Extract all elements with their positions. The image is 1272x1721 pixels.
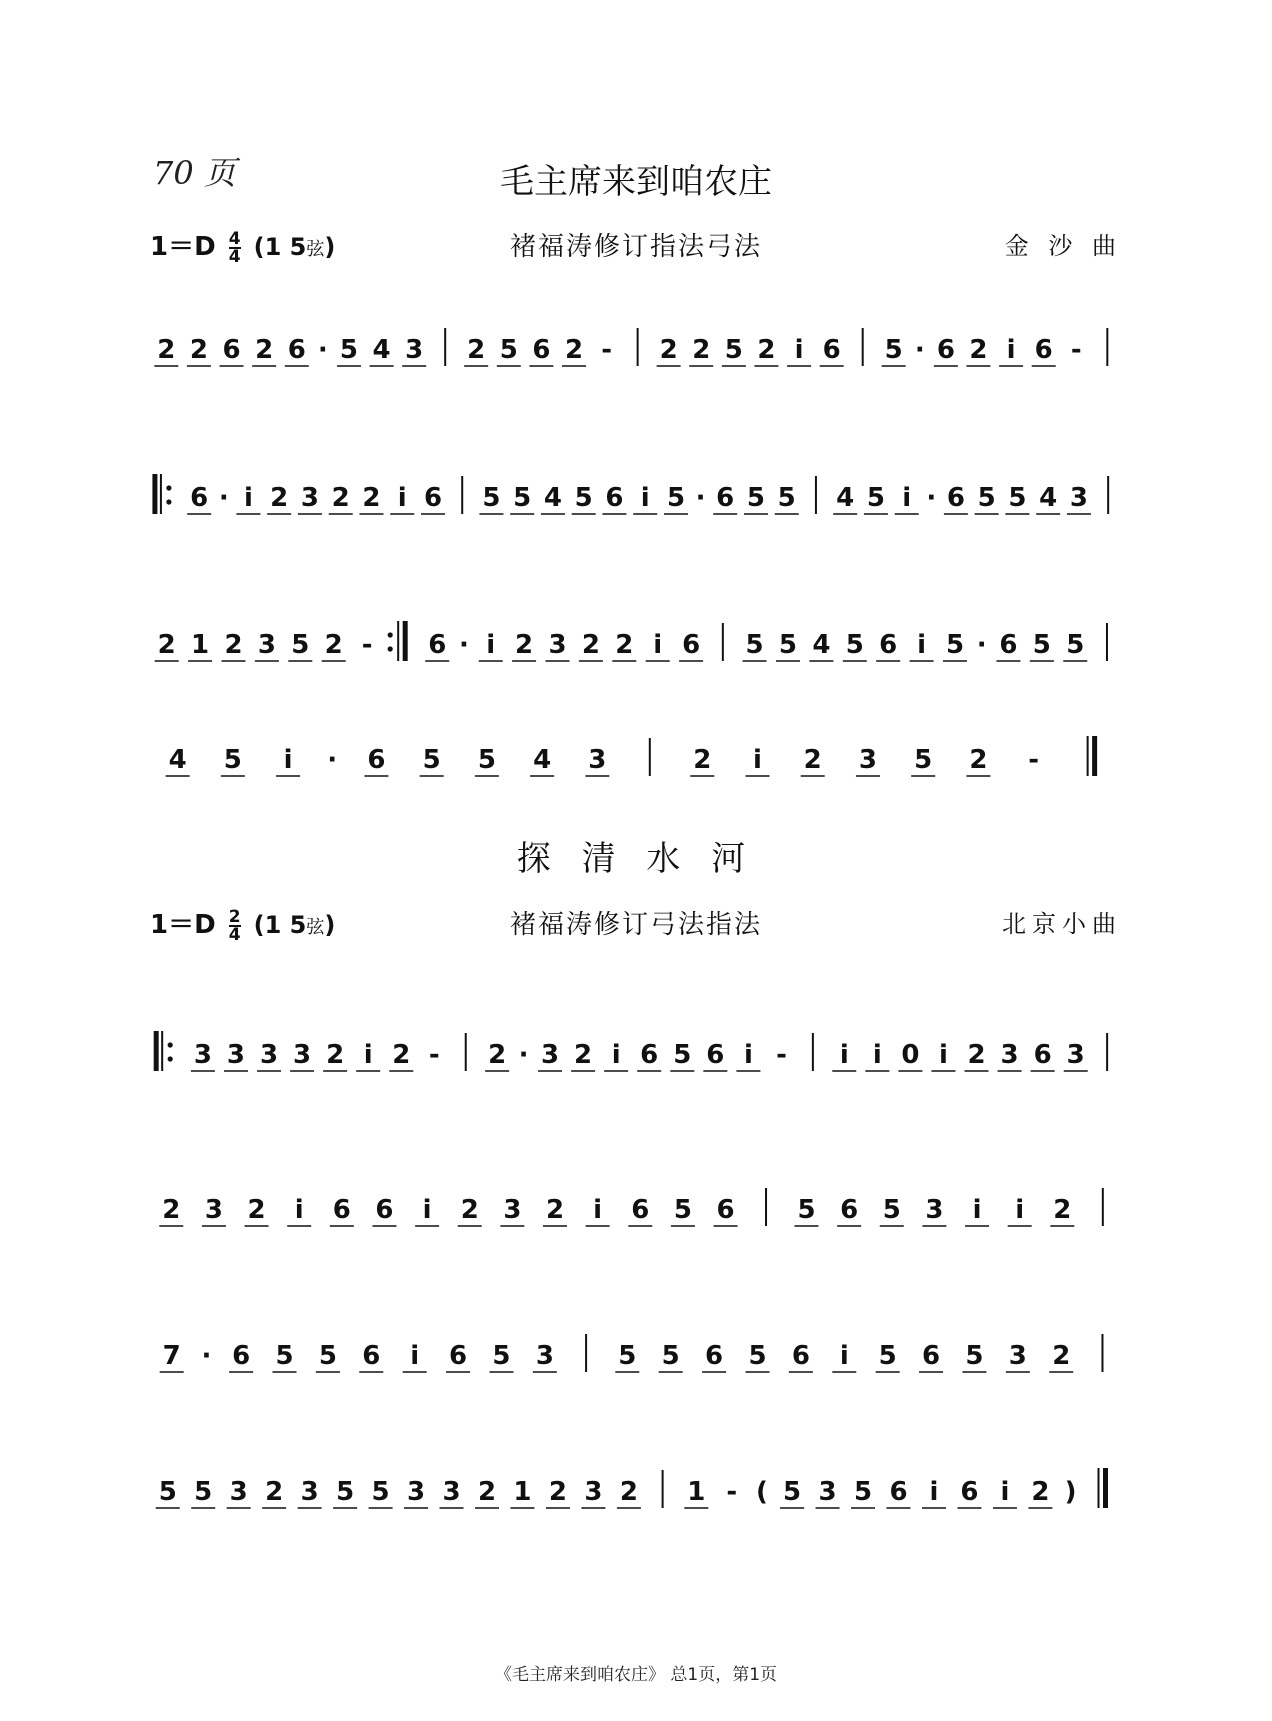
note: 6 <box>716 1195 735 1225</box>
note: · <box>201 1341 212 1371</box>
note: 2 <box>545 1195 565 1225</box>
note: 6 <box>946 483 965 513</box>
note: 5 <box>745 630 764 660</box>
note: 6 <box>640 1040 659 1070</box>
note: 3 <box>1008 1341 1027 1371</box>
note: 5 <box>618 1341 637 1371</box>
note: 3 <box>1069 483 1088 513</box>
note: 3 <box>548 630 567 660</box>
note: · <box>518 1040 529 1070</box>
note: 3 <box>1066 1040 1085 1070</box>
song-title: 探 清 水 河 <box>516 839 756 879</box>
note: ( <box>755 1477 768 1507</box>
note: 5 <box>666 483 686 513</box>
note: 6 <box>449 1341 468 1371</box>
note: 6 <box>362 1341 381 1371</box>
note: 6 <box>232 1341 251 1371</box>
note: 2 <box>548 1477 568 1507</box>
notation-row-svg <box>0 700 1272 820</box>
notation-row <box>0 1150 1272 1270</box>
note: 5 <box>194 1477 213 1507</box>
note: i <box>794 335 804 365</box>
note: 3 <box>257 630 276 660</box>
note: i <box>917 630 927 660</box>
note: i <box>653 630 663 660</box>
notation-row-svg <box>0 585 1272 705</box>
note: 5 <box>724 335 743 365</box>
note: 3 <box>300 483 319 513</box>
note: 2 <box>564 335 584 365</box>
time-numerator: 4 <box>228 228 241 249</box>
note: 4 <box>372 335 391 365</box>
note: 3 <box>858 745 878 775</box>
note: 2 <box>162 1195 181 1225</box>
note: 6 <box>631 1195 650 1225</box>
note: 3 <box>300 1477 319 1507</box>
note: 6 <box>936 335 955 365</box>
note: 6 <box>822 335 841 365</box>
note: i <box>593 1195 603 1225</box>
note: 5 <box>477 745 496 775</box>
song-title: 毛主席来到咱农庄 <box>500 162 772 202</box>
note: 6 <box>428 630 447 660</box>
note: 3 <box>204 1195 223 1225</box>
note: 6 <box>367 745 386 775</box>
note: i <box>939 1040 948 1070</box>
note: - <box>1028 745 1040 775</box>
note: 4 <box>812 630 831 660</box>
note: i <box>753 745 762 775</box>
note: 6 <box>375 1195 394 1225</box>
note: 5 <box>797 1195 816 1225</box>
note: 3 <box>226 1040 246 1070</box>
note: 2 <box>515 630 534 660</box>
note: 0 <box>901 1040 920 1070</box>
note: · <box>926 483 937 513</box>
note: 2 <box>157 335 176 365</box>
notation-row <box>0 1296 1272 1416</box>
note: 3 <box>818 1477 837 1507</box>
note: · <box>218 483 229 513</box>
note: 4 <box>533 745 552 775</box>
note: 5 <box>339 335 359 365</box>
note: 1 <box>687 1477 706 1507</box>
note: 2 <box>969 335 988 365</box>
note: - <box>361 630 373 660</box>
key-label: 1＝D <box>150 232 216 262</box>
note: 6 <box>879 630 898 660</box>
note: 5 <box>783 1477 802 1507</box>
page-footer: 《毛主席来到咱农庄》 总1页，第1页 <box>494 1665 778 1685</box>
note: 2 <box>224 630 243 660</box>
note: 5 <box>1032 630 1051 660</box>
note: i <box>243 483 253 513</box>
note: i <box>1015 1195 1025 1225</box>
note: 2 <box>392 1040 411 1070</box>
note: 5 <box>223 745 242 775</box>
note: 5 <box>965 1341 984 1371</box>
note: i <box>640 483 650 513</box>
note: 6 <box>840 1195 859 1225</box>
note: 2 <box>362 483 381 513</box>
note: 3 <box>925 1195 944 1225</box>
note: i <box>397 483 407 513</box>
string-tuning: (1 5弦) <box>253 911 336 939</box>
note: 2 <box>467 335 486 365</box>
notation-row <box>0 995 1272 1115</box>
note: 5 <box>275 1341 294 1371</box>
note: 2 <box>488 1040 507 1070</box>
note: 2 <box>270 483 289 513</box>
note: 5 <box>318 1341 337 1371</box>
note: 2 <box>757 335 776 365</box>
note: 2 <box>659 335 678 365</box>
note: 2 <box>693 745 712 775</box>
note: 6 <box>682 630 701 660</box>
note: 6 <box>706 1040 725 1070</box>
repeat-barline <box>155 474 172 514</box>
notation-row <box>0 700 1272 820</box>
note: 6 <box>605 483 624 513</box>
note: i <box>972 1195 982 1225</box>
note: - <box>726 1477 738 1507</box>
note: 2 <box>255 335 274 365</box>
note: 6 <box>423 483 443 513</box>
notation-row <box>0 290 1272 410</box>
note: 6 <box>1033 1040 1052 1070</box>
note: 5 <box>673 1040 692 1070</box>
note: i <box>410 1341 420 1371</box>
note: i <box>839 1040 849 1070</box>
note: 5 <box>499 335 518 365</box>
note: 2 <box>265 1477 284 1507</box>
note: 5 <box>878 1341 897 1371</box>
note: i <box>1006 335 1016 365</box>
note: 7 <box>162 1341 181 1371</box>
note: 6 <box>332 1195 351 1225</box>
note: 2 <box>615 630 634 660</box>
note: 2 <box>477 1477 497 1507</box>
string-tuning-value: 1 5 <box>264 911 307 939</box>
note: 5 <box>1066 630 1085 660</box>
note: 5 <box>371 1477 390 1507</box>
note: 3 <box>1000 1040 1019 1070</box>
note: i <box>872 1040 882 1070</box>
note: 6 <box>287 335 306 365</box>
repeat-barline <box>1098 1468 1105 1508</box>
note: · <box>459 630 469 660</box>
note: 5 <box>673 1195 692 1225</box>
string-tuning-suffix: 弦 <box>306 239 325 260</box>
note: i <box>743 1040 753 1070</box>
notation-row-svg <box>0 290 1272 410</box>
note: 2 <box>967 1040 986 1070</box>
notation-row <box>0 1432 1272 1552</box>
note: 5 <box>866 483 885 513</box>
note: 6 <box>791 1341 810 1371</box>
note: 6 <box>1034 335 1053 365</box>
page-label: 70 页 <box>153 154 236 192</box>
note: - <box>776 1040 787 1070</box>
note: i <box>839 1341 849 1371</box>
note: 2 <box>1053 1195 1072 1225</box>
string-tuning-value: 1 5 <box>264 233 307 261</box>
note: 2 <box>157 630 176 660</box>
repeat-barline <box>156 1031 173 1071</box>
note: · <box>976 630 987 660</box>
note: 5 <box>422 745 441 775</box>
notation-row <box>0 438 1272 558</box>
note: - <box>601 335 613 365</box>
note: i <box>902 483 912 513</box>
note: 6 <box>716 483 735 513</box>
note: 2 <box>460 1195 479 1225</box>
note: 3 <box>259 1040 279 1070</box>
note: 5 <box>513 483 532 513</box>
note: i <box>363 1040 373 1070</box>
note: i <box>929 1477 939 1507</box>
note: 4 <box>1039 483 1058 513</box>
time-denominator: 4 <box>228 924 241 945</box>
note: 5 <box>845 630 864 660</box>
notation-row-svg <box>0 1296 1272 1416</box>
notation-row <box>0 585 1272 705</box>
reviser-credit: 褚福涛修订弓法指法 <box>509 910 762 940</box>
note: 5 <box>853 1477 873 1507</box>
note: 2 <box>581 630 600 660</box>
repeat-barline <box>388 621 406 661</box>
note: 3 <box>540 1040 560 1070</box>
note: 2 <box>692 335 711 365</box>
note: 3 <box>405 335 424 365</box>
note: 3 <box>193 1040 212 1070</box>
time-denominator: 4 <box>228 246 241 267</box>
note: 2 <box>1031 1477 1050 1507</box>
note: 2 <box>803 745 822 775</box>
note: 5 <box>158 1477 177 1507</box>
note: 5 <box>884 335 903 365</box>
note: 5 <box>777 483 796 513</box>
note: 4 <box>168 745 187 775</box>
note: 5 <box>945 630 965 660</box>
note: · <box>327 745 338 775</box>
time-numerator: 2 <box>228 906 241 927</box>
note: · <box>695 483 706 513</box>
note: 3 <box>503 1195 522 1225</box>
note: i <box>283 745 293 775</box>
note: 5 <box>778 630 798 660</box>
note: 2 <box>619 1477 638 1507</box>
note: 3 <box>442 1477 461 1507</box>
note: 4 <box>543 483 562 513</box>
notation-row-svg <box>0 1432 1272 1552</box>
note: i <box>1000 1477 1010 1507</box>
note: 6 <box>190 483 209 513</box>
notation-row-svg <box>0 995 1272 1115</box>
note: 5 <box>746 483 766 513</box>
key-label: 1＝D <box>150 910 216 940</box>
note: 5 <box>291 630 310 660</box>
note: 6 <box>922 1341 941 1371</box>
note: 3 <box>535 1341 554 1371</box>
notation-row-svg <box>0 438 1272 558</box>
note: i <box>486 630 496 660</box>
note: - <box>428 1040 440 1070</box>
note: 5 <box>661 1341 680 1371</box>
note: 6 <box>960 1477 979 1507</box>
note: 2 <box>1052 1341 1071 1371</box>
note: 6 <box>889 1477 908 1507</box>
note: 2 <box>189 335 208 365</box>
note: 3 <box>229 1477 248 1507</box>
note: 2 <box>574 1040 593 1070</box>
note: 5 <box>748 1341 767 1371</box>
note: 2 <box>326 1040 345 1070</box>
notation-row-svg <box>0 1150 1272 1270</box>
note: 6 <box>999 630 1018 660</box>
note: · <box>914 335 925 365</box>
note: 4 <box>836 483 855 513</box>
note: 1 <box>513 1477 532 1507</box>
note: 3 <box>584 1477 603 1507</box>
note: 1 <box>191 630 210 660</box>
note: 6 <box>705 1341 724 1371</box>
note: 5 <box>977 483 996 513</box>
note: 3 <box>588 745 607 775</box>
note: 2 <box>324 630 343 660</box>
note: - <box>1070 335 1082 365</box>
note: 2 <box>247 1195 266 1225</box>
note: i <box>422 1195 432 1225</box>
note: 5 <box>914 745 933 775</box>
note: 2 <box>969 745 988 775</box>
note: 6 <box>532 335 551 365</box>
composer-credit: 北京小曲 <box>1002 910 1122 938</box>
note: 5 <box>336 1477 355 1507</box>
string-tuning-suffix: 弦 <box>306 917 325 938</box>
note: 3 <box>293 1040 312 1070</box>
note: 5 <box>882 1195 901 1225</box>
note: 6 <box>222 335 241 365</box>
note: ) <box>1064 1477 1077 1507</box>
note: 5 <box>1008 483 1027 513</box>
note: i <box>294 1195 304 1225</box>
reviser-credit: 褚福涛修订指法弓法 <box>509 232 762 262</box>
string-tuning: (1 5弦) <box>253 233 336 261</box>
note: 5 <box>482 483 501 513</box>
note: · <box>317 335 328 365</box>
note: i <box>611 1040 621 1070</box>
note: 2 <box>331 483 350 513</box>
note: 5 <box>492 1341 511 1371</box>
note: 5 <box>574 483 593 513</box>
note: 3 <box>407 1477 426 1507</box>
repeat-barline <box>1088 736 1095 776</box>
composer-credit: 金 沙 曲 <box>1004 232 1122 260</box>
